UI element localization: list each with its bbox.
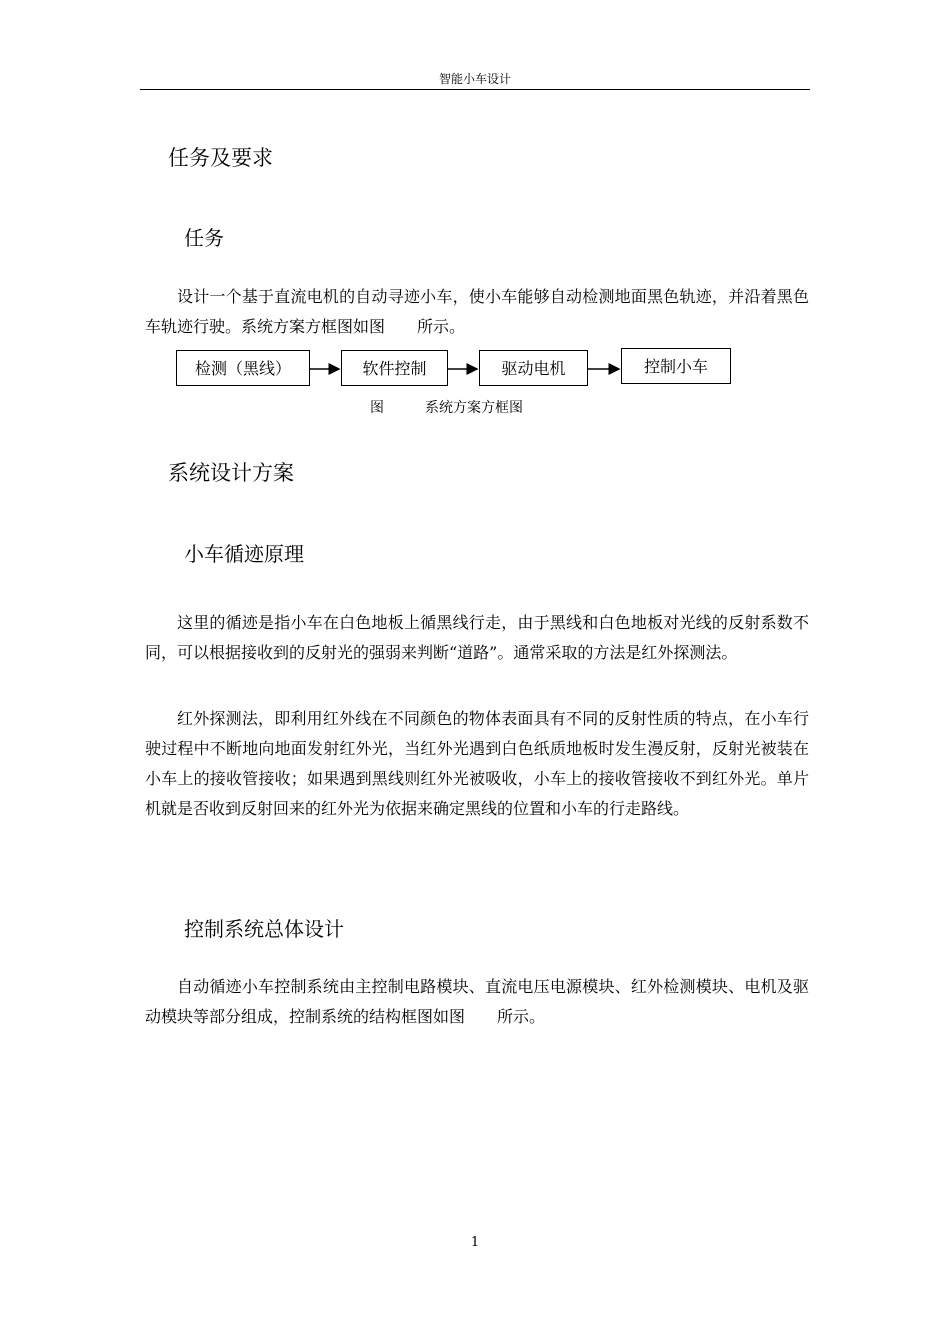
heading-tracking-principle: 小车循迹原理 bbox=[184, 542, 304, 566]
heading-task: 任务 bbox=[184, 226, 224, 250]
heading-task-requirements: 任务及要求 bbox=[168, 146, 273, 170]
flow-box-software: 软件控制 bbox=[341, 350, 448, 386]
control-paragraph: 自动循迹小车控制系统由主控制电路模块、直流电压电源模块、红外检测模块、电机及驱动模块等部分组成，控制系统的结构框图如图 所示。 bbox=[145, 977, 809, 1026]
figure-caption-text: 系统方案方框图 bbox=[425, 400, 523, 416]
flow-box-detect: 检测（黑线） bbox=[176, 350, 310, 386]
heading-system-design: 系统设计方案 bbox=[168, 461, 294, 485]
principle-paragraph-1: 这里的循迹是指小车在白色地板上循黑线行走，由于黑线和白色地板对光线的反射系数不同，可以根据接收到的反射光的强弱来判断“道路”。通常采取的方法是红外探测法。 bbox=[145, 613, 809, 662]
flow-box-motor: 驱动电机 bbox=[479, 350, 588, 386]
principle-paragraph-2: 红外探测法，即利用红外线在不同颜色的物体表面具有不同的反射性质的特点，在小车行驶过程中不断地向地面发射红外光，当红外光遇到白色纸质地板时发生漫反射，反射光被装在小车上的接收管接收；如果遇到黑线则红外光被吸收，小车上的接收管接收不到红外光。单片机就是否收到反射回来的红外光为依据来确定黑线的位置和小车的行走路线。 bbox=[145, 709, 809, 818]
page-number: 1 bbox=[470, 1235, 480, 1250]
flow-box-car: 控制小车 bbox=[621, 348, 731, 384]
figure-caption-prefix: 图 bbox=[370, 400, 384, 416]
heading-control-system: 控制系统总体设计 bbox=[184, 917, 344, 941]
page-header: 智能小车设计 bbox=[140, 70, 810, 90]
task-paragraph: 设计一个基于直流电机的自动寻迹小车，使小车能够自动检测地面黑色轨迹，并沿着黑色车轨迹行驶。系统方案方框图如图 所示。 bbox=[145, 287, 809, 336]
